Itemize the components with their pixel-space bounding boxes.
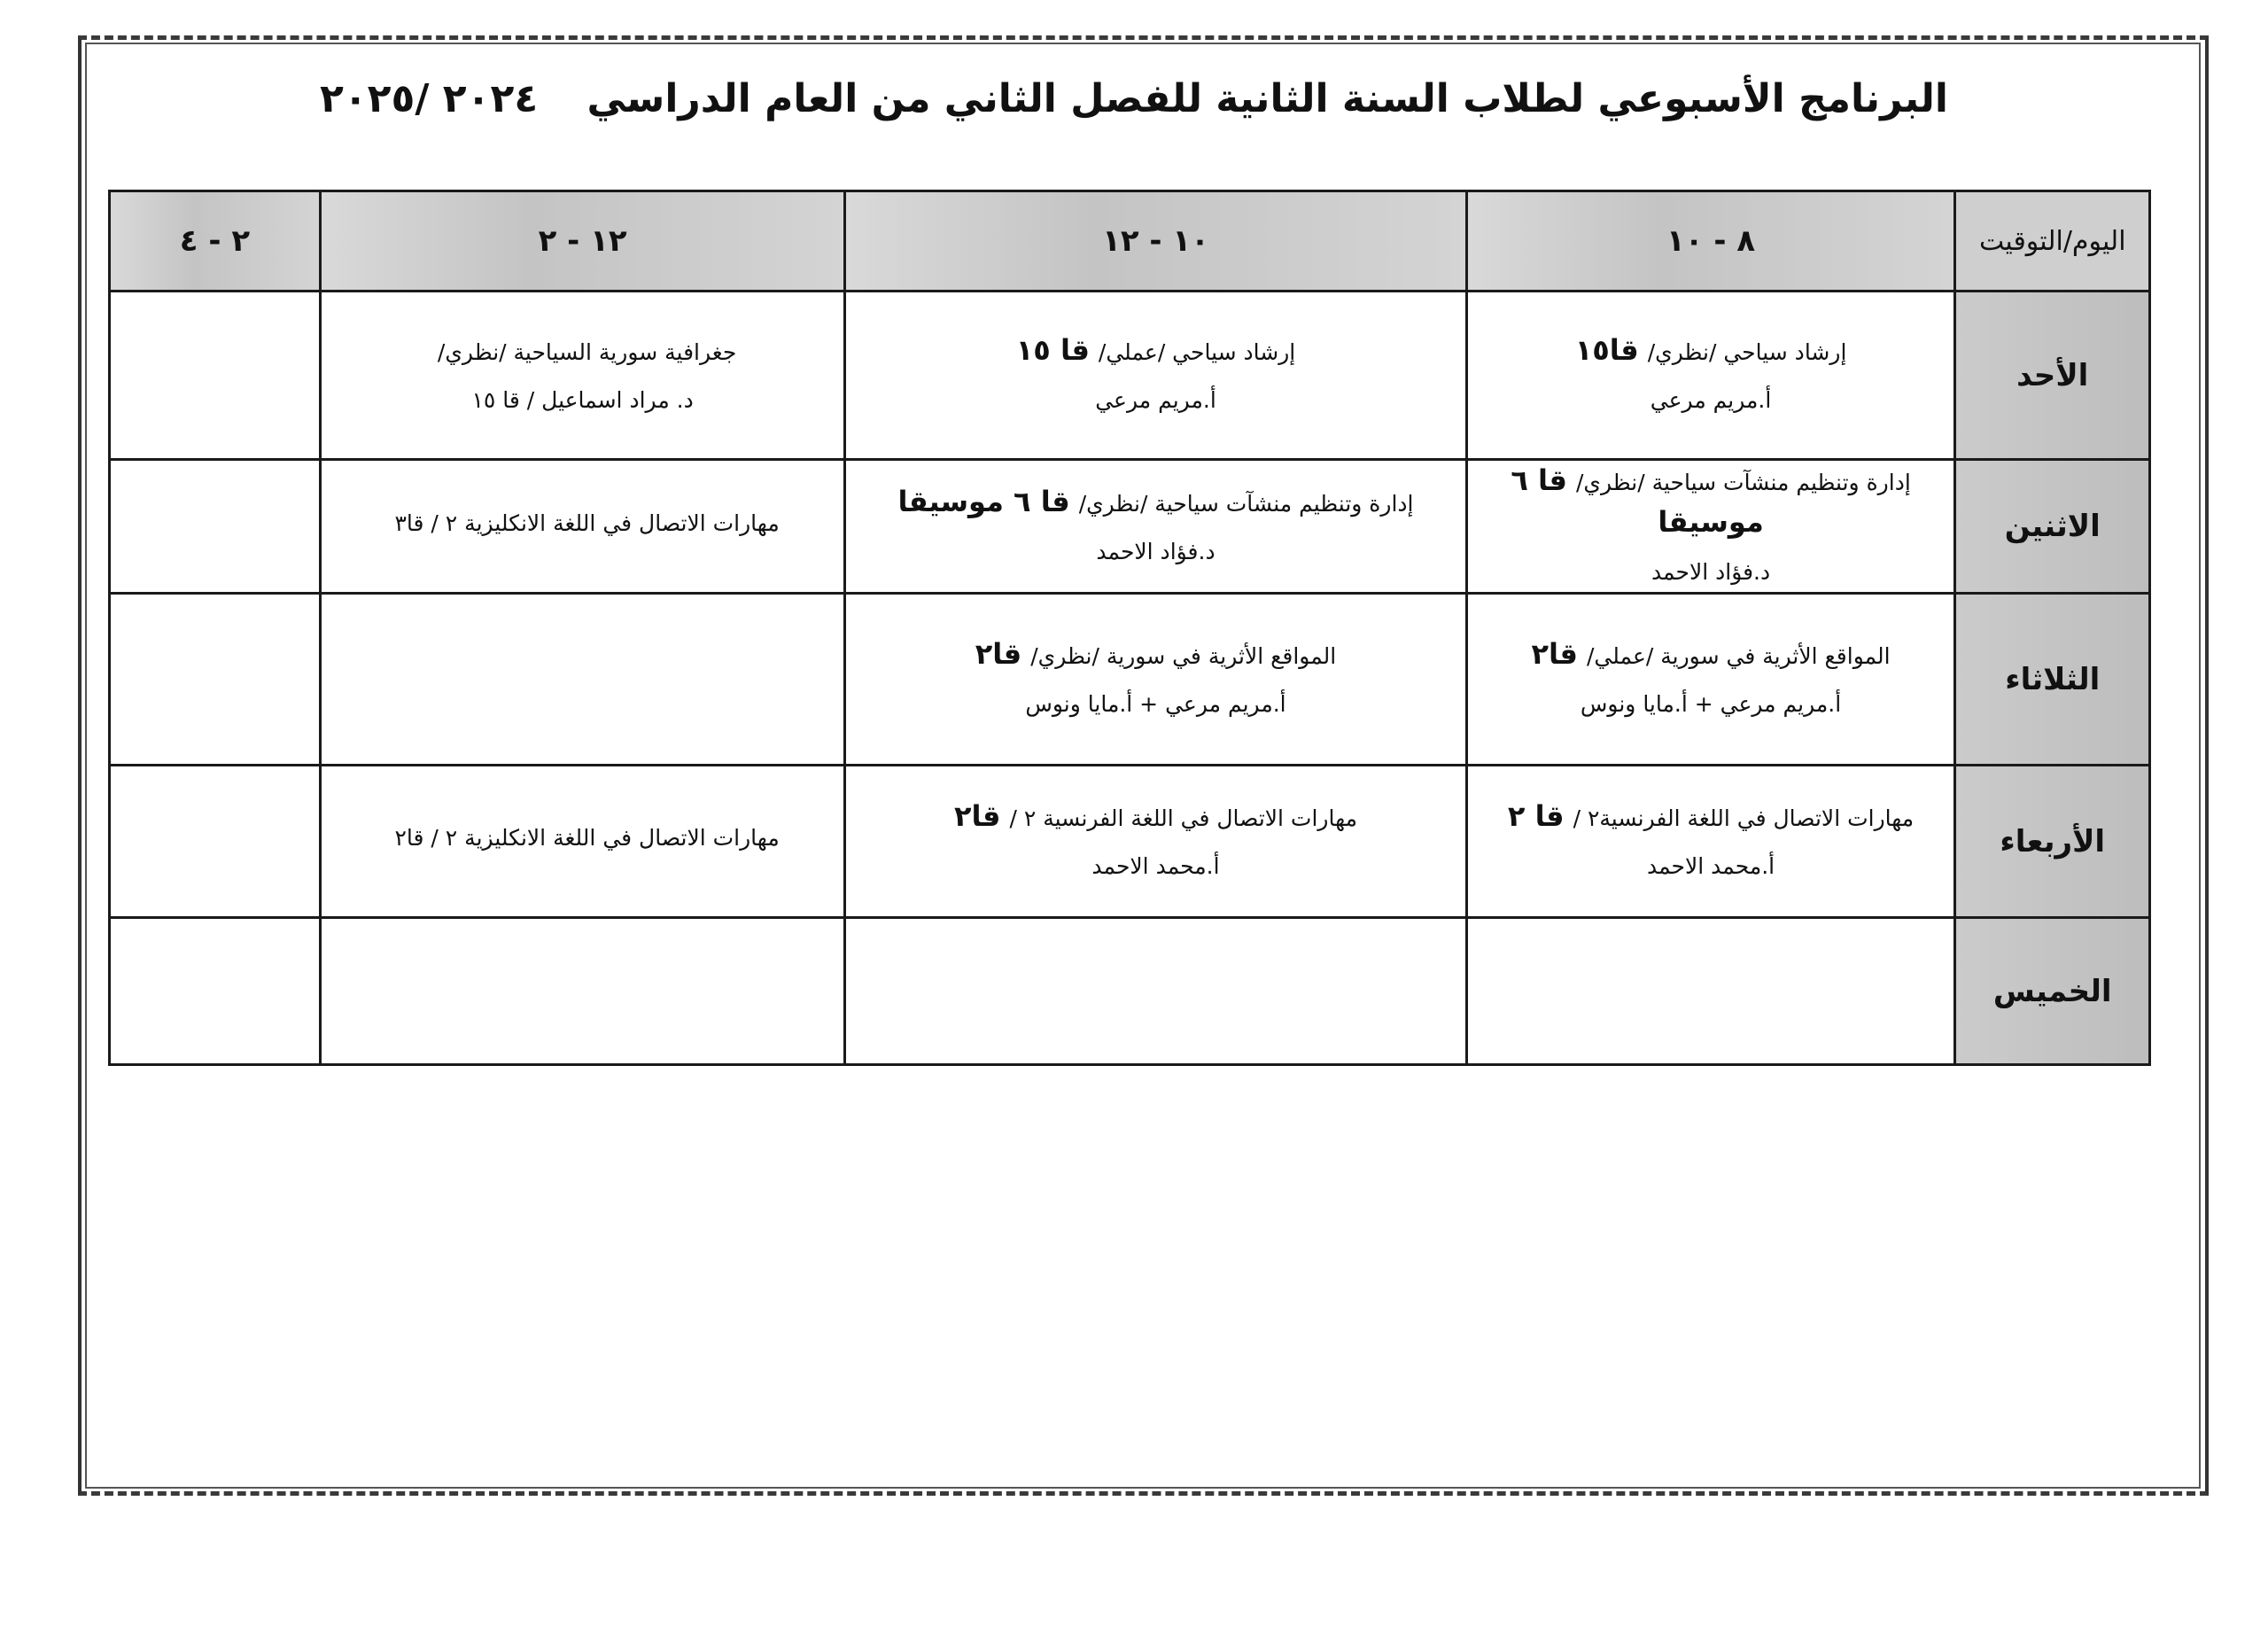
row-thursday — [110, 918, 2150, 1065]
course-room: قا٢ — [953, 799, 1001, 833]
day-tuesday: الثلاثاء — [1955, 594, 2150, 766]
row-wednesday — [110, 766, 2150, 918]
cell-monday-3 — [320, 460, 845, 594]
cell-tuesday-2 — [845, 594, 1466, 766]
course-room: قا ٢ — [1507, 799, 1565, 833]
header-row — [110, 191, 2150, 292]
cell-wednesday-2 — [845, 766, 1466, 918]
course-teacher: أ.محمد الاحمد — [1091, 853, 1220, 879]
cell-sunday-2 — [845, 292, 1466, 460]
cell-tuesday-1 — [1466, 594, 1955, 766]
corner-header: اليوم/التوقيت — [1955, 191, 2150, 292]
cell-monday-4 — [110, 460, 321, 594]
day-monday: الاثنين — [1955, 460, 2150, 594]
course-room: قا٢ — [975, 637, 1022, 671]
course-room: قا٢ — [1531, 637, 1578, 671]
cell-sunday-3 — [320, 292, 845, 460]
cell-thursday-2 — [845, 918, 1466, 1065]
course-room: قا ٦ موسيقا — [897, 484, 1070, 518]
course-teacher: د. مراد اسماعيل / قا ١٥ — [471, 387, 694, 413]
course-name: إرشاد سياحي /عملي/ — [1098, 339, 1296, 365]
course-name: المواقع الأثرية في سورية /نظري/ — [1030, 643, 1337, 669]
page-title — [133, 64, 2135, 135]
course-name: إرشاد سياحي /نظري/ — [1647, 339, 1847, 365]
row-tuesday — [110, 594, 2150, 766]
course-name: إدارة وتنظيم منشآت سياحية /نظري/ — [1575, 470, 1911, 495]
course-teacher: د.فؤاد الاحمد — [1096, 538, 1216, 564]
course-teacher: أ.مريم مرعي — [1095, 387, 1216, 413]
course-room: قا١٥ — [1574, 333, 1639, 367]
course-name: إدارة وتنظيم منشآت سياحية /نظري/ — [1078, 490, 1414, 517]
time-slot-1: ٨ - ١٠ — [1466, 191, 1955, 292]
course-name: مهارات الاتصال في اللغة الفرنسية٢ / — [1573, 805, 1915, 831]
day-wednesday: الأربعاء — [1955, 766, 2150, 918]
course-name: مهارات الاتصال في اللغة الانكليزية ٢ / قا٣ — [394, 509, 780, 536]
row-monday — [110, 460, 2150, 594]
course-name: مهارات الاتصال في اللغة الفرنسية ٢ / — [1009, 805, 1358, 831]
course-teacher: د.فؤاد الاحمد — [1651, 559, 1771, 585]
cell-wednesday-3 — [320, 766, 845, 918]
cell-sunday-4 — [110, 292, 321, 460]
cell-thursday-1 — [1466, 918, 1955, 1065]
course-room: قا ١٥ — [1015, 333, 1090, 367]
course-name: المواقع الأثرية في سورية /عملي/ — [1586, 643, 1891, 669]
time-slot-3: ١٢ - ٢ — [320, 191, 845, 292]
course-name: جغرافية سورية السياحية /نظري/ — [437, 339, 737, 365]
cell-wednesday-1 — [1466, 766, 1955, 918]
cell-monday-2 — [845, 460, 1466, 594]
course-room: قا ٦ موسيقا — [1511, 463, 1764, 539]
day-thursday: الخميس — [1955, 918, 2150, 1065]
course-teacher: أ.محمد الاحمد — [1646, 853, 1775, 879]
course-name: مهارات الاتصال في اللغة الانكليزية ٢ / قا٢ — [394, 825, 780, 851]
cell-tuesday-3 — [320, 594, 845, 766]
title-year: ٢٠٢٤ /٢٠٢٥ — [319, 76, 539, 121]
cell-sunday-1 — [1466, 292, 1955, 460]
weekly-schedule-table — [108, 190, 2151, 1066]
course-teacher: أ.مريم مرعي — [1650, 387, 1772, 413]
row-sunday — [110, 292, 2150, 460]
day-sunday: الأحد — [1955, 292, 2150, 460]
cell-wednesday-4 — [110, 766, 321, 918]
title-text: البرنامج الأسبوعي لطلاب السنة الثانية للفصل الثاني من العام الدراسي — [586, 76, 1949, 121]
cell-thursday-3 — [320, 918, 845, 1065]
course-teacher: أ.مريم مرعي + أ.مايا ونوس — [1580, 691, 1842, 717]
cell-thursday-4 — [110, 918, 321, 1065]
time-slot-4: ٢ - ٤ — [110, 191, 321, 292]
cell-tuesday-4 — [110, 594, 321, 766]
time-slot-2: ١٠ - ١٢ — [845, 191, 1466, 292]
cell-monday-1 — [1466, 460, 1955, 594]
course-teacher: أ.مريم مرعي + أ.مايا ونوس — [1025, 691, 1286, 717]
